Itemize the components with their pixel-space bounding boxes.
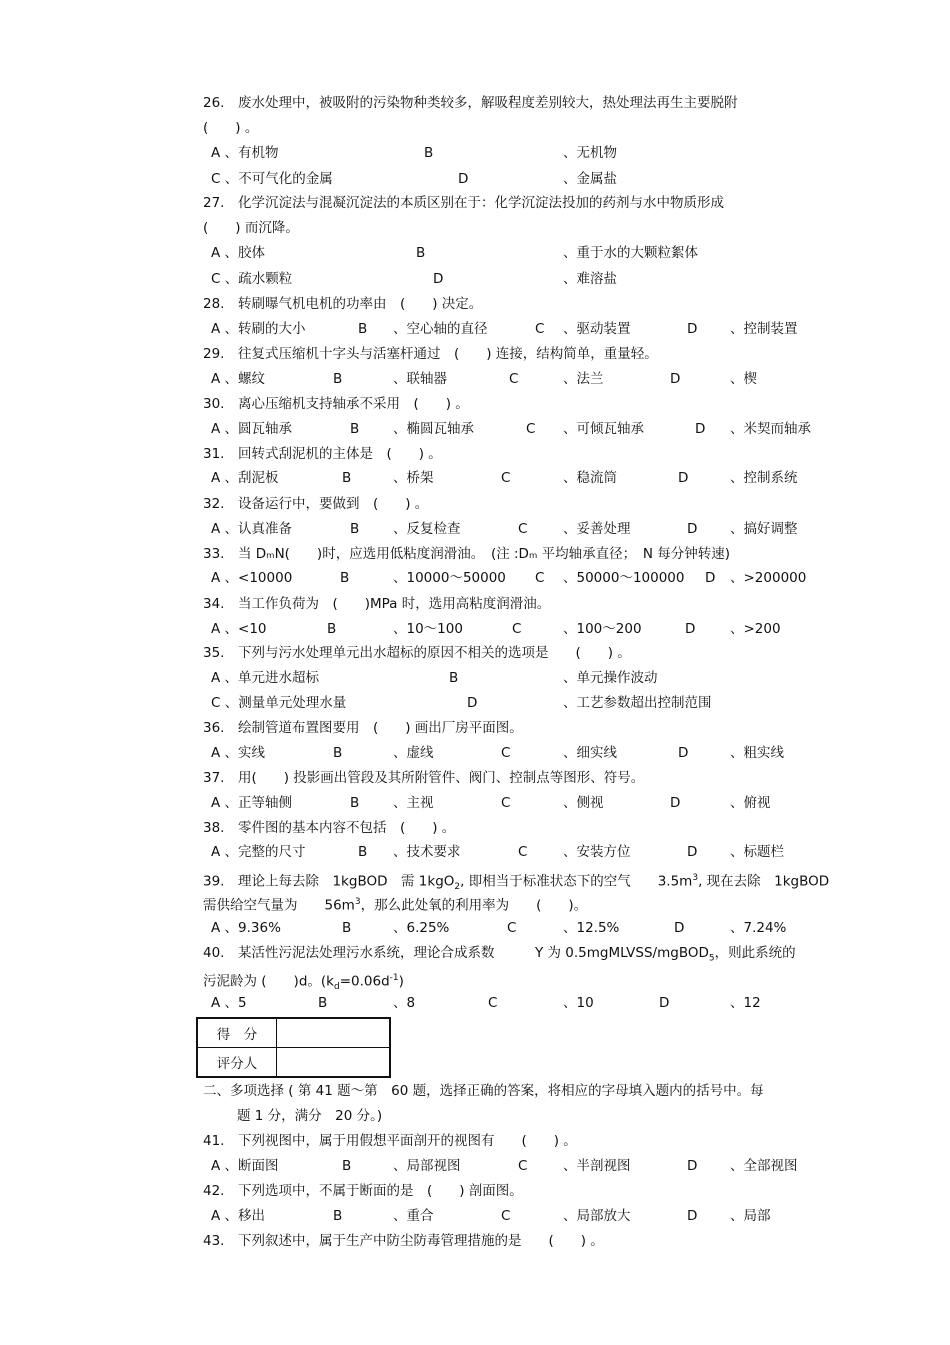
option-d-letter: D xyxy=(433,271,444,287)
question-35: 35. 下列与污水处理单元出水超标的原因不相关的选项是 ( ) 。 xyxy=(203,645,631,661)
question-34: 34. 当工作负荷为 ( )MPa 时，选用高粘度润滑油。 xyxy=(203,596,551,612)
option-a: A 、有机物 xyxy=(211,145,279,161)
question-33: 33. 当 DₘN( )时，应选用低粘度润滑油。 (注 :Dₘ 平均轴承直径； N 每分钟转速) xyxy=(203,546,731,562)
options-31 xyxy=(211,469,851,487)
option-d: 、俯视 xyxy=(730,795,771,811)
option-b-letter: B xyxy=(358,844,368,860)
option-c: C 、测量单元处理水量 xyxy=(211,695,347,711)
option-b: 、反复检查 xyxy=(393,521,461,537)
options-26 xyxy=(211,144,851,162)
score-field[interactable] xyxy=(277,1018,391,1048)
options-35 xyxy=(211,669,851,687)
option-a: A 、圆瓦轴承 xyxy=(211,421,293,437)
option-a: A 、9.36% xyxy=(211,920,281,936)
question-39: 39. 理论上每去除 1kgBOD 需 1kgO$_2$, 即相当于标准状态下的空气 $3.5m^3$, 现在去除 1kgBOD xyxy=(203,873,830,893)
option-b: 、空心轴的直径 xyxy=(393,321,488,337)
options-33 xyxy=(211,569,851,587)
grader-field[interactable] xyxy=(277,1048,391,1078)
option-a: A 、断面图 xyxy=(211,1158,279,1174)
option-d-letter: D xyxy=(678,470,689,486)
option-d: 、局部 xyxy=(730,1208,771,1224)
option-c-letter: C xyxy=(535,321,545,337)
option-b: 、桥架 xyxy=(393,470,434,486)
option-c-letter: C xyxy=(501,745,511,761)
option-c-letter: C xyxy=(501,795,511,811)
option-b: 、无机物 xyxy=(563,145,617,161)
option-b: 、8 xyxy=(393,995,416,1011)
option-a: A 、刮泥板 xyxy=(211,470,279,486)
question-42: 42. 下列选项中，不属于断面的是 ( ) 剖面图。 xyxy=(203,1183,523,1199)
question-36: 36. 绘制管道布置图要用 ( ) 画出厂房平面图。 xyxy=(203,720,523,736)
option-a: A 、<10000 xyxy=(211,570,293,586)
options-41 xyxy=(211,1157,851,1175)
options-27-row2 xyxy=(211,270,851,288)
option-b-letter: B xyxy=(424,145,434,161)
question-31: 31. 回转式刮泥机的主体是 ( ) 。 xyxy=(203,446,442,462)
option-a: A 、5 xyxy=(211,995,247,1011)
option-c: 、半剖视图 xyxy=(563,1158,631,1174)
option-c: 、妥善处理 xyxy=(563,521,631,537)
options-42 xyxy=(211,1207,851,1225)
option-d: 、控制系统 xyxy=(730,470,798,486)
option-b: 、6.25% xyxy=(393,920,450,936)
option-a: A 、认真准备 xyxy=(211,521,293,537)
option-d-letter: D xyxy=(687,321,698,337)
option-a: A 、实线 xyxy=(211,745,266,761)
question-40-continued: 污泥龄为 ( )d。$(k_d=0.06d^{-1})$ xyxy=(203,973,404,993)
question-26: 26. 废水处理中，被吸附的污染物种类较多，解吸程度差别较大，热处理法再生主要脱附 xyxy=(203,95,738,111)
option-b: 、10～100 xyxy=(393,621,463,637)
options-27 xyxy=(211,244,851,262)
option-b-letter: B xyxy=(342,1158,352,1174)
option-b-letter: B xyxy=(350,795,360,811)
option-c: C 、不可气化的金属 xyxy=(211,171,333,187)
option-d-letter: D xyxy=(687,844,698,860)
options-30 xyxy=(211,420,851,438)
option-c: 、法兰 xyxy=(563,371,604,387)
options-28 xyxy=(211,320,851,338)
option-c: 、100～200 xyxy=(563,621,642,637)
option-c: 、稳流筒 xyxy=(563,470,617,486)
option-d-letter: D xyxy=(687,1208,698,1224)
option-a: A 、移出 xyxy=(211,1208,266,1224)
option-d: 、难溶盐 xyxy=(563,271,617,287)
options-32 xyxy=(211,520,851,538)
option-c: 、12.5% xyxy=(563,920,620,936)
options-39 xyxy=(211,919,851,937)
grader-label: 评分人 xyxy=(197,1048,277,1078)
option-b: 、重于水的大颗粒絮体 xyxy=(563,245,698,261)
option-c-letter: C xyxy=(512,621,522,637)
option-d: 、12 xyxy=(730,995,761,1011)
option-b: 、主视 xyxy=(393,795,434,811)
question-32: 32. 设备运行中，要做到 ( ) 。 xyxy=(203,496,429,512)
option-d: 、>200000 xyxy=(730,570,807,586)
option-d: 、控制装置 xyxy=(730,321,798,337)
option-d-letter: D xyxy=(678,745,689,761)
option-c: 、局部放大 xyxy=(563,1208,631,1224)
option-b: 、单元操作波动 xyxy=(563,670,658,686)
option-d: 、金属盐 xyxy=(563,171,617,187)
question-29: 29. 往复式压缩机十字头与活塞杆通过 ( ) 连接，结构简单，重量轻。 xyxy=(203,346,658,362)
option-d: 、米契而轴承 xyxy=(730,421,811,437)
option-c: 、10 xyxy=(563,995,594,1011)
option-d-letter: D xyxy=(467,695,478,711)
option-b-letter: B xyxy=(342,470,352,486)
option-a: A 、<10 xyxy=(211,621,267,637)
option-c-letter: C xyxy=(501,470,511,486)
option-a: A 、螺纹 xyxy=(211,371,266,387)
options-37 xyxy=(211,794,851,812)
option-c: 、可倾瓦轴承 xyxy=(563,421,644,437)
question-27: 27. 化学沉淀法与混凝沉淀法的本质区别在于：化学沉淀法投加的药剂与水中物质形成 xyxy=(203,195,724,211)
options-40 xyxy=(211,994,851,1012)
option-b: 、联轴器 xyxy=(393,371,447,387)
option-d-letter: D xyxy=(687,1158,698,1174)
option-d-letter: D xyxy=(670,795,681,811)
options-35-row2 xyxy=(211,694,851,712)
option-c: C 、疏水颗粒 xyxy=(211,271,293,287)
option-b-letter: B xyxy=(358,321,368,337)
option-b-letter: B xyxy=(449,670,459,686)
option-d-letter: D xyxy=(687,521,698,537)
option-b-letter: B xyxy=(333,1208,343,1224)
option-d: 、7.24% xyxy=(730,920,787,936)
question-30: 30. 离心压缩机支持轴承不采用 ( ) 。 xyxy=(203,396,469,412)
question-28: 28. 转刷曝气机电机的功率由 ( ) 决定。 xyxy=(203,296,483,312)
option-b: 、虚线 xyxy=(393,745,434,761)
option-b-letter: B xyxy=(318,995,328,1011)
options-36 xyxy=(211,744,851,762)
option-d-letter: D xyxy=(674,920,685,936)
question-26-continued: ( ) 。 xyxy=(203,120,259,136)
option-b-letter: B xyxy=(350,521,360,537)
option-c-letter: C xyxy=(509,371,519,387)
option-b: 、技术要求 xyxy=(393,844,461,860)
option-c-letter: C xyxy=(535,570,545,586)
option-d: 、楔 xyxy=(730,371,757,387)
option-b: 、重合 xyxy=(393,1208,434,1224)
option-d-letter: D xyxy=(705,570,716,586)
option-b-letter: B xyxy=(333,745,343,761)
score-label: 得 分 xyxy=(197,1018,277,1048)
option-d: 、>200 xyxy=(730,621,781,637)
question-37: 37. 用( ) 投影画出管段及其所附管件、阀门、控制点等图形、符号。 xyxy=(203,770,645,786)
option-c-letter: C xyxy=(518,1158,528,1174)
option-c-letter: C xyxy=(518,521,528,537)
option-d: 、标题栏 xyxy=(730,844,784,860)
option-c-letter: C xyxy=(507,920,517,936)
option-b-letter: B xyxy=(342,920,352,936)
option-b-letter: B xyxy=(416,245,426,261)
option-c-letter: C xyxy=(518,844,528,860)
option-c: 、细实线 xyxy=(563,745,617,761)
option-b: 、椭圆瓦轴承 xyxy=(393,421,474,437)
option-b-letter: B xyxy=(327,621,337,637)
option-d: 、工艺参数超出控制范围 xyxy=(563,695,712,711)
option-c-letter: C xyxy=(488,995,498,1011)
option-d: 、粗实线 xyxy=(730,745,784,761)
option-d: 、搞好调整 xyxy=(730,521,798,537)
option-b-letter: B xyxy=(350,421,360,437)
option-d-letter: D xyxy=(458,171,469,187)
option-d-letter: D xyxy=(685,621,696,637)
options-38 xyxy=(211,843,851,861)
section-heading-continued: 题 1 分，满分 20 分。) xyxy=(237,1108,383,1124)
option-d-letter: D xyxy=(670,371,681,387)
option-a: A 、完整的尺寸 xyxy=(211,844,306,860)
option-a: A 、单元进水超标 xyxy=(211,670,320,686)
option-c: 、安装方位 xyxy=(563,844,631,860)
question-41: 41. 下列视图中，属于用假想平面剖开的视图有 ( ) 。 xyxy=(203,1133,577,1149)
option-b-letter: B xyxy=(340,570,350,586)
options-26-row2 xyxy=(211,170,851,188)
option-b-letter: B xyxy=(333,371,343,387)
question-38: 38. 零件图的基本内容不包括 ( ) 。 xyxy=(203,820,456,836)
option-b: 、局部视图 xyxy=(393,1158,461,1174)
option-a: A 、正等轴侧 xyxy=(211,795,293,811)
question-43: 43. 下列叙述中，属于生产中防尘防毒管理措施的是 ( ) 。 xyxy=(203,1233,604,1249)
options-29 xyxy=(211,370,851,388)
question-40: 40. 某活性污泥法处理污水系统，理论合成系数 Y 为 0.5mgMLVSS/mgBOD$_5$，则此系统的 xyxy=(203,945,796,964)
option-d-letter: D xyxy=(659,995,670,1011)
option-c-letter: C xyxy=(501,1208,511,1224)
score-table xyxy=(196,1017,391,1078)
option-a: A 、胶体 xyxy=(211,245,266,261)
option-b: 、10000～50000 xyxy=(393,570,506,586)
option-d-letter: D xyxy=(695,421,706,437)
options-34 xyxy=(211,620,851,638)
option-c: 、50000～100000 xyxy=(563,570,685,586)
option-d: 、全部视图 xyxy=(730,1158,798,1174)
question-27-continued: ( ) 而沉降。 xyxy=(203,220,299,236)
option-c-letter: C xyxy=(526,421,536,437)
option-a: A 、转刷的大小 xyxy=(211,321,306,337)
question-39-continued: 需供给空气量为 $56m^3$，那么此处氧的利用率为 ( )。 xyxy=(203,897,588,914)
option-c: 、侧视 xyxy=(563,795,604,811)
option-c: 、驱动装置 xyxy=(563,321,631,337)
section-heading: 二、多项选择 ( 第 41 题～第 60 题，选择正确的答案，将相应的字母填入题内的括号中。每 xyxy=(203,1083,764,1099)
